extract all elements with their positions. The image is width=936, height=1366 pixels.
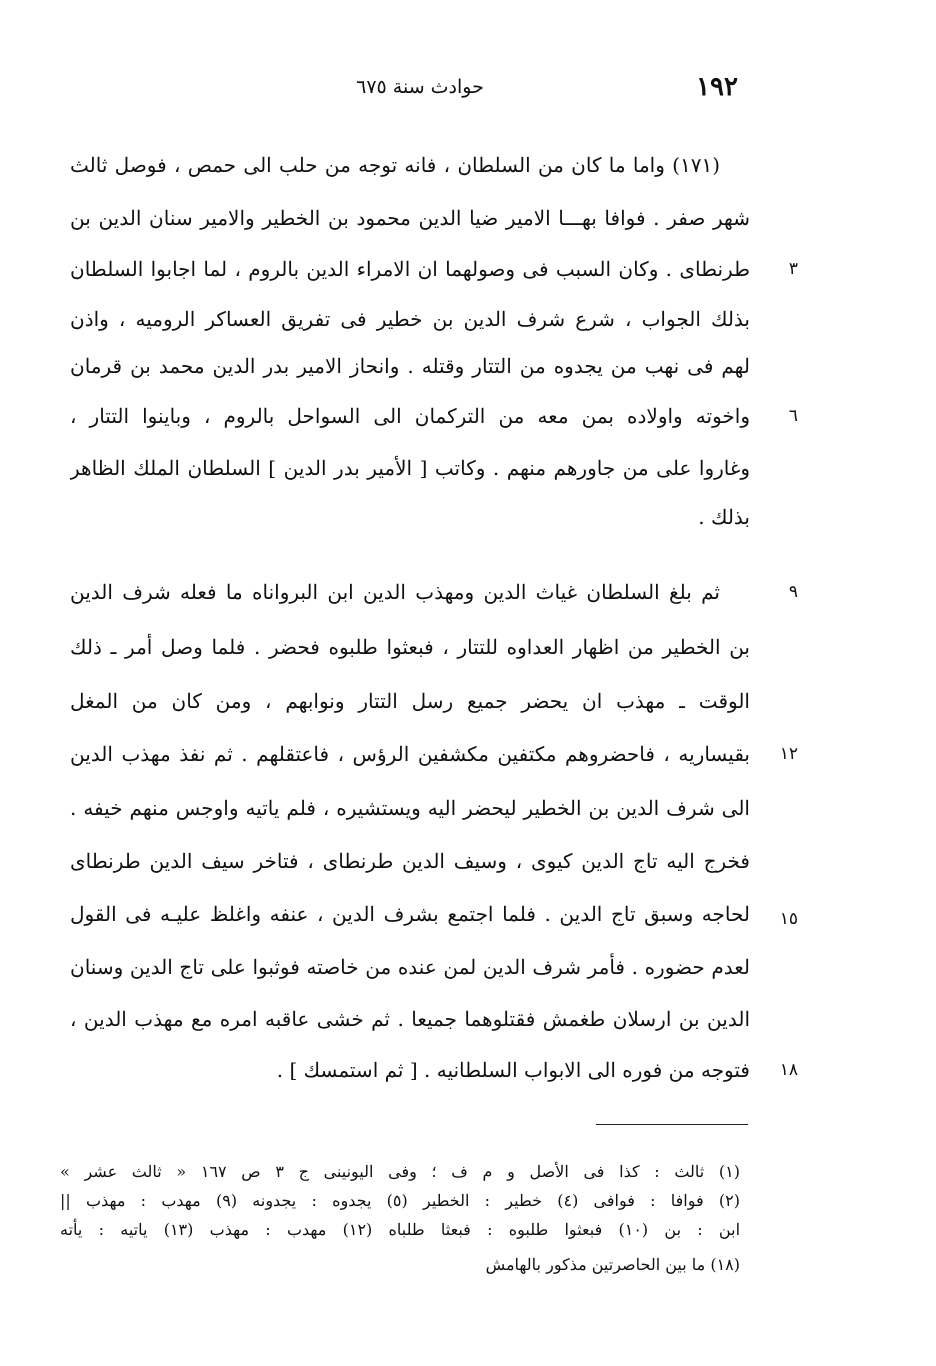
page-number: ١٩٢ [696, 72, 738, 102]
line-number: ١٢ [779, 744, 798, 764]
line-number: ١٨ [779, 1060, 798, 1080]
body-line: بذلك . [698, 505, 750, 529]
body-line: فخرج اليه تاج الدين كيوى ، وسيف الدين طرنطاى ، فتاخر سيف الدين طرنطاى [70, 849, 750, 873]
line-number: ٦ [788, 406, 798, 426]
line-number: ٣ [788, 259, 798, 279]
body-line: وغاروا على من جاورهم منهم . وكاتب [ الأمير بدر الدين ] السلطان الملك الظاهر [70, 456, 750, 480]
body-line: الدين بن ارسلان طغمش فقتلوهما جميعا . ثم خشى عاقبه امره مع مهذب الدين ، [70, 1007, 750, 1031]
footnote-divider [596, 1124, 748, 1125]
body-line: شهر صفر . فوافا بهـــا الامير ضيا الدين محمود بن الخطير والامير سنان الدين بن [70, 206, 750, 230]
footnote-line: (٢) فوافا : فوافى (٤) خطير : الخطير (٥) يجدوه : يجدونه (٩) مهدب : مهذب || [60, 1191, 740, 1210]
body-line: بذلك الجواب ، شرع شرف الدين بن خطير فى تفريق العساكر الروميه ، واذن [70, 307, 750, 331]
body-line: لهم فى نهب من يجدوه من التتار وقتله . وانحاز الامير بدر الدين محمد بن قرمان [70, 354, 750, 378]
body-line: بقيساريه ، فاحضروهم مكتفين مكشفين الرؤس ، فاعتقلهم . ثم نفذ مهذب الدين [70, 742, 750, 766]
body-line: لحاجه وسبق تاج الدين . فلما اجتمع بشرف الدين ، عنفه واغلظ عليـه فى القول [70, 902, 750, 926]
body-line: ثم بلغ السلطان غياث الدين ومهذب الدين ابن البرواناه ما فعله شرف الدين [70, 580, 720, 604]
body-line: بن الخطير من اظهار العداوه للتتار ، فبعثوا طلبوه فحضر . فلما وصل أمر ـ ذلك [70, 635, 750, 659]
body-line: الى شرف الدين بن الخطير ليحضر اليه ويستشيره ، فلم ياتيه واوجس منهم خيفه . [70, 796, 750, 820]
body-line: لعدم حضوره . فأمر شرف الدين لمن عنده من خاصته فوثبوا على تاج الدين وسنان [70, 955, 750, 979]
line-number: ٩ [788, 582, 798, 602]
footnote-line: ابن : بن (١٠) فبعثوا طلبوه : فبعثا طلباه (١٢) مهدب : مهذب (١٣) ياتيه : يأته [60, 1220, 740, 1239]
body-line: الوقت ـ مهذب ان يحضر جميع رسل التتار ونوابهم ، ومن كان من المغل [70, 689, 750, 713]
body-line: طرنطاى . وكان السبب فى وصولهما ان الامراء الدين بالروم ، لما اجابوا السلطان [70, 257, 750, 281]
body-line: (١٧١) واما ما كان من السلطان ، فانه توجه من حلب الى حمص ، فوصل ثالث [70, 153, 720, 177]
line-number: ١٥ [779, 909, 798, 929]
footnote-line: (١٨) ما بين الحاصرتين مذكور بالهامش [485, 1255, 740, 1274]
footnote-line: (١) ثالث : كذا فى الأصل و م ف ؛ وفى اليونينى ج ٣ ص ١٦٧ « ثالث عشر » [60, 1162, 740, 1181]
body-line: فتوجه من فوره الى الابواب السلطانيه . [ ثم استمسك ] . [276, 1058, 750, 1082]
body-line: واخوته واولاده بمن معه من التركمان الى السواحل بالروم ، وباينوا التتار ، [70, 404, 750, 428]
running-title: حوادث سنة ٦٧٥ [356, 76, 484, 98]
